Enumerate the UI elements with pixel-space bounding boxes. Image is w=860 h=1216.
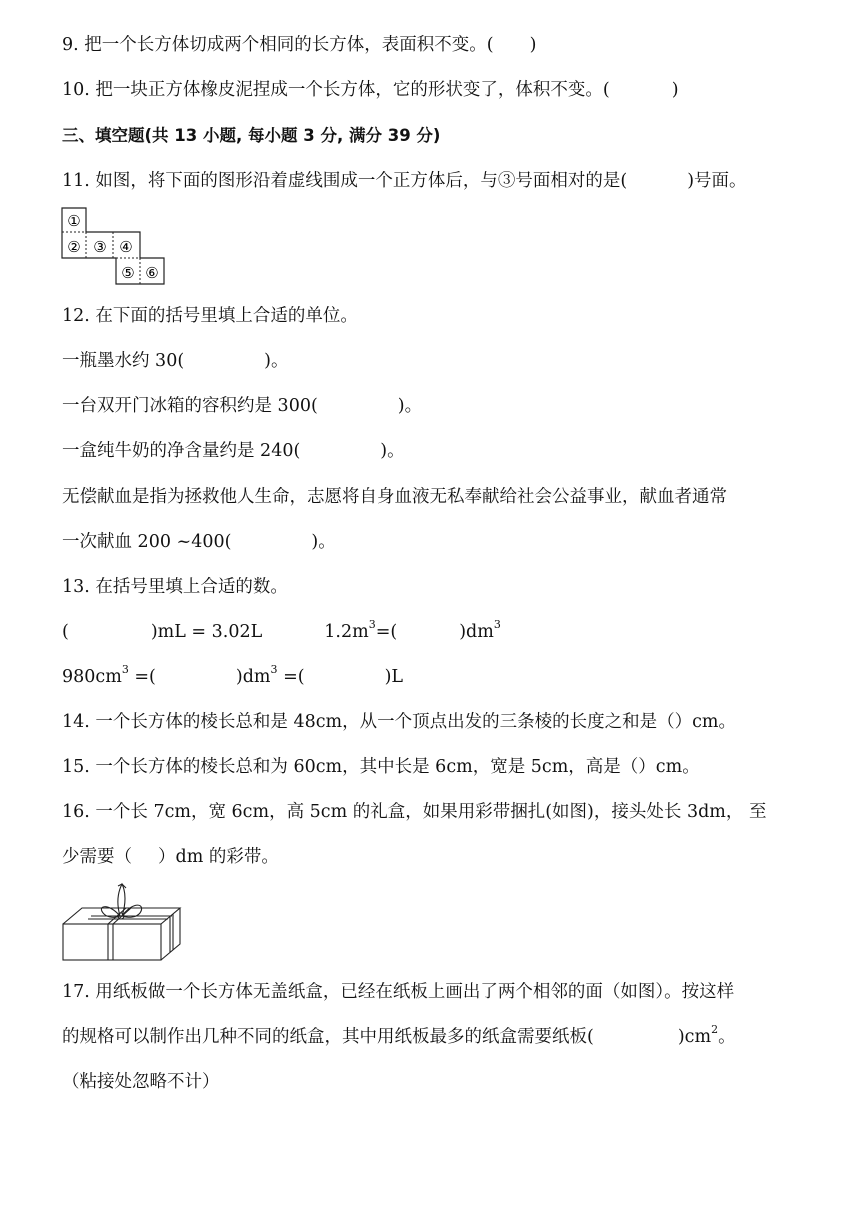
- net-face-4: ④: [119, 238, 133, 256]
- question-12-item-4b: 一次献血 200 ~400( )。: [62, 532, 336, 552]
- question-11-text: 11. 如图，将下面的图形沿着虚线围成一个正方体后，与③号面相对的是(: [62, 171, 628, 191]
- question-9-text: 9. 把一个长方体切成两个相同的长方体，表面积不变。(: [62, 35, 494, 55]
- question-17-line-2: 的规格可以制作出几种不同的纸盒，其中用纸板最多的纸盒需要纸板( )$cm^2$。: [62, 1023, 736, 1047]
- cube-net-figure: [60, 206, 170, 286]
- question-12-item-4a: 无偿献血是指为拯救他人生命，志愿将自身血液无私奉献给社会公益事业，献血者通常: [62, 487, 727, 507]
- question-15: 15. 一个长方体的棱长总和为 60cm，其中长是 6cm，宽是 5cm，高是（）cm。: [62, 757, 700, 777]
- question-14: 14. 一个长方体的棱长总和是 48cm，从一个顶点出发的三条棱的长度之和是（）cm。: [62, 712, 737, 732]
- question-11: 11. 如图，将下面的图形沿着虚线围成一个正方体后，与③号面相对的是( )号面。: [62, 171, 747, 191]
- question-12-title: 12. 在下面的括号里填上合适的单位。: [62, 306, 358, 326]
- gift-box-figure: [60, 880, 184, 964]
- question-13-title: 13. 在括号里填上合适的数。: [62, 577, 288, 597]
- question-17-line-3: （粘接处忽略不计）: [62, 1072, 220, 1092]
- question-16-line-2: 少需要（ ）dm 的彩带。: [62, 847, 279, 867]
- question-16-line-1: 16. 一个长 7cm，宽 6cm，高 5cm 的礼盒，如果用彩带捆扎(如图)，接头处长 3dm， 至: [62, 802, 767, 822]
- net-face-5: ⑤: [121, 264, 135, 282]
- question-10: 10. 把一块正方体橡皮泥捏成一个长方体，它的形状变了，体积不变。( ): [62, 80, 679, 100]
- net-face-3: ③: [93, 238, 107, 256]
- question-9: 9. 把一个长方体切成两个相同的长方体，表面积不变。( ): [62, 35, 537, 55]
- question-13-row-1: ( )mL = 3.02L $1.2m^3=$( )$dm^3$: [62, 618, 501, 642]
- question-12-item-2: 一台双开门冰箱的容积约是 300( )。: [62, 396, 423, 416]
- question-10-text: 10. 把一块正方体橡皮泥捏成一个长方体，它的形状变了，体积不变。(: [62, 80, 610, 100]
- section-title: 三、填空题(共 13 小题, 每小题 3 分, 满分 39 分): [62, 126, 441, 145]
- question-17-line-1: 17. 用纸板做一个长方体无盖纸盒，已经在纸板上画出了两个相邻的面（如图）。按这样: [62, 982, 735, 1002]
- question-12-item-1: 一瓶墨水约 30( )。: [62, 351, 289, 371]
- net-face-2: ②: [67, 238, 81, 256]
- net-face-6: ⑥: [145, 264, 159, 282]
- question-13-row-2: $980cm^3$ =( )$dm^3$ =( )L: [62, 663, 404, 687]
- net-face-1: ①: [67, 212, 81, 230]
- question-12-item-3: 一盒纯牛奶的净含量约是 240( )。: [62, 441, 405, 461]
